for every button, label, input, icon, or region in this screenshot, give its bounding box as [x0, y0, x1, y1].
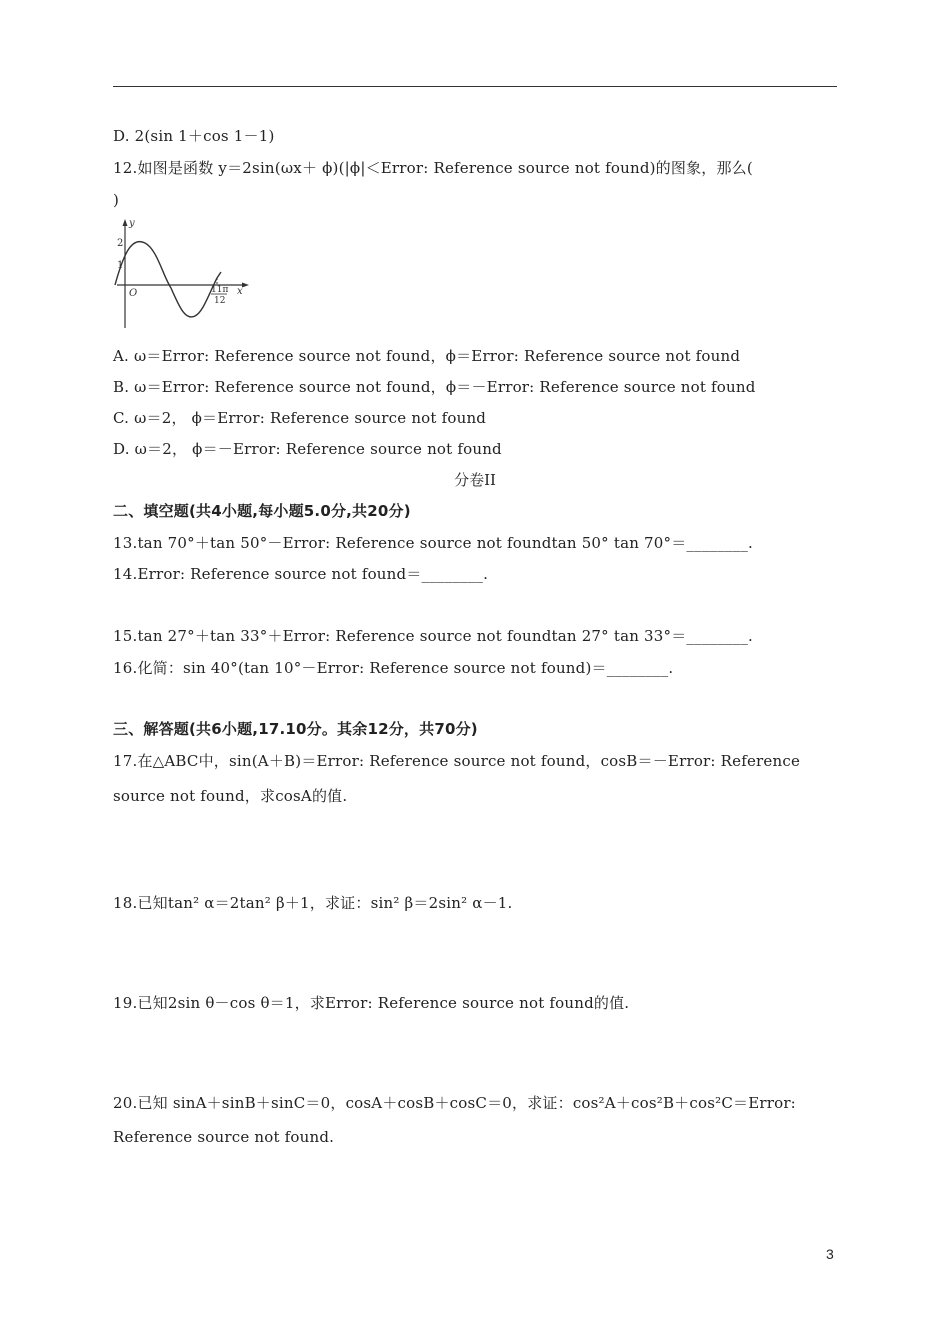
header-rule — [113, 86, 837, 87]
y-tick-2: 2 — [117, 238, 124, 249]
origin-label: O — [129, 288, 138, 299]
part2-heading: 二、填空题(共4小题,每小题5.0分,共20分) — [113, 502, 411, 520]
q12-option-a: A. ω＝Error: Reference source not found，ϕ＝Error: Reference source not found — [113, 347, 741, 365]
q13: 13.tan 70°＋tan 50°－Error: Reference source not foundtan 50° tan 70°＝________. — [113, 534, 754, 552]
q12-option-d: D. ω＝2， ϕ＝－Error: Reference source not found — [113, 440, 502, 458]
q20-cont: Reference source not found. — [113, 1128, 335, 1146]
x-axis-arrow — [242, 283, 249, 288]
sine-graph — [113, 216, 253, 331]
x-tick-denominator: 12 — [214, 296, 226, 306]
q14: 14.Error: Reference source not found＝________. — [113, 565, 489, 583]
q12-stem: 12.如图是函数 y＝2sin(ωx＋ ϕ)(|ϕ|＜Error: Reference source not found)的图象，那么( — [113, 159, 753, 177]
q11-option-d: D. 2(sin 1＋cos 1－1) — [113, 127, 275, 145]
page-number: 3 — [826, 1246, 834, 1262]
q12-option-c: C. ω＝2， ϕ＝Error: Reference source not found — [113, 409, 487, 427]
section-title: 分卷II — [454, 471, 496, 489]
q18: 18.已知tan² α＝2tan² β＋1，求证：sin² β＝2sin² α－1. — [113, 894, 513, 912]
x-tick-numerator: 11π — [211, 285, 229, 295]
q16: 16.化简：sin 40°(tan 10°－Error: Reference source not found)＝________. — [113, 659, 674, 677]
q12-stem-cont: ) — [113, 191, 120, 209]
q12-option-b: B. ω＝Error: Reference source not found，ϕ＝－Error: Reference source not found — [113, 378, 756, 396]
q15: 15.tan 27°＋tan 33°＋Error: Reference source not foundtan 27° tan 33°＝________. — [113, 627, 754, 645]
q17-cont: source not found，求cosA的值. — [113, 787, 348, 805]
y-axis-label: y — [129, 218, 135, 229]
q20: 20.已知 sinA＋sinB＋sinC＝0，cosA＋cosB＋cosC＝0，求证：cos²A＋cos²B＋cos²C＝Error: — [113, 1094, 796, 1112]
part3-heading: 三、解答题(共6小题,17.10分。其余12分，共70分) — [113, 720, 478, 738]
q19: 19.已知2sin θ－cos θ＝1，求Error: Reference source not found的值. — [113, 994, 630, 1012]
x-axis-label: x — [237, 286, 243, 297]
sine-curve — [115, 242, 221, 317]
y-tick-1: 1 — [117, 260, 124, 271]
y-axis-arrow — [123, 219, 128, 226]
q17: 17.在△ABC中，sin(A＋B)＝Error: Reference source not found，cosB＝－Error: Reference — [113, 752, 801, 770]
